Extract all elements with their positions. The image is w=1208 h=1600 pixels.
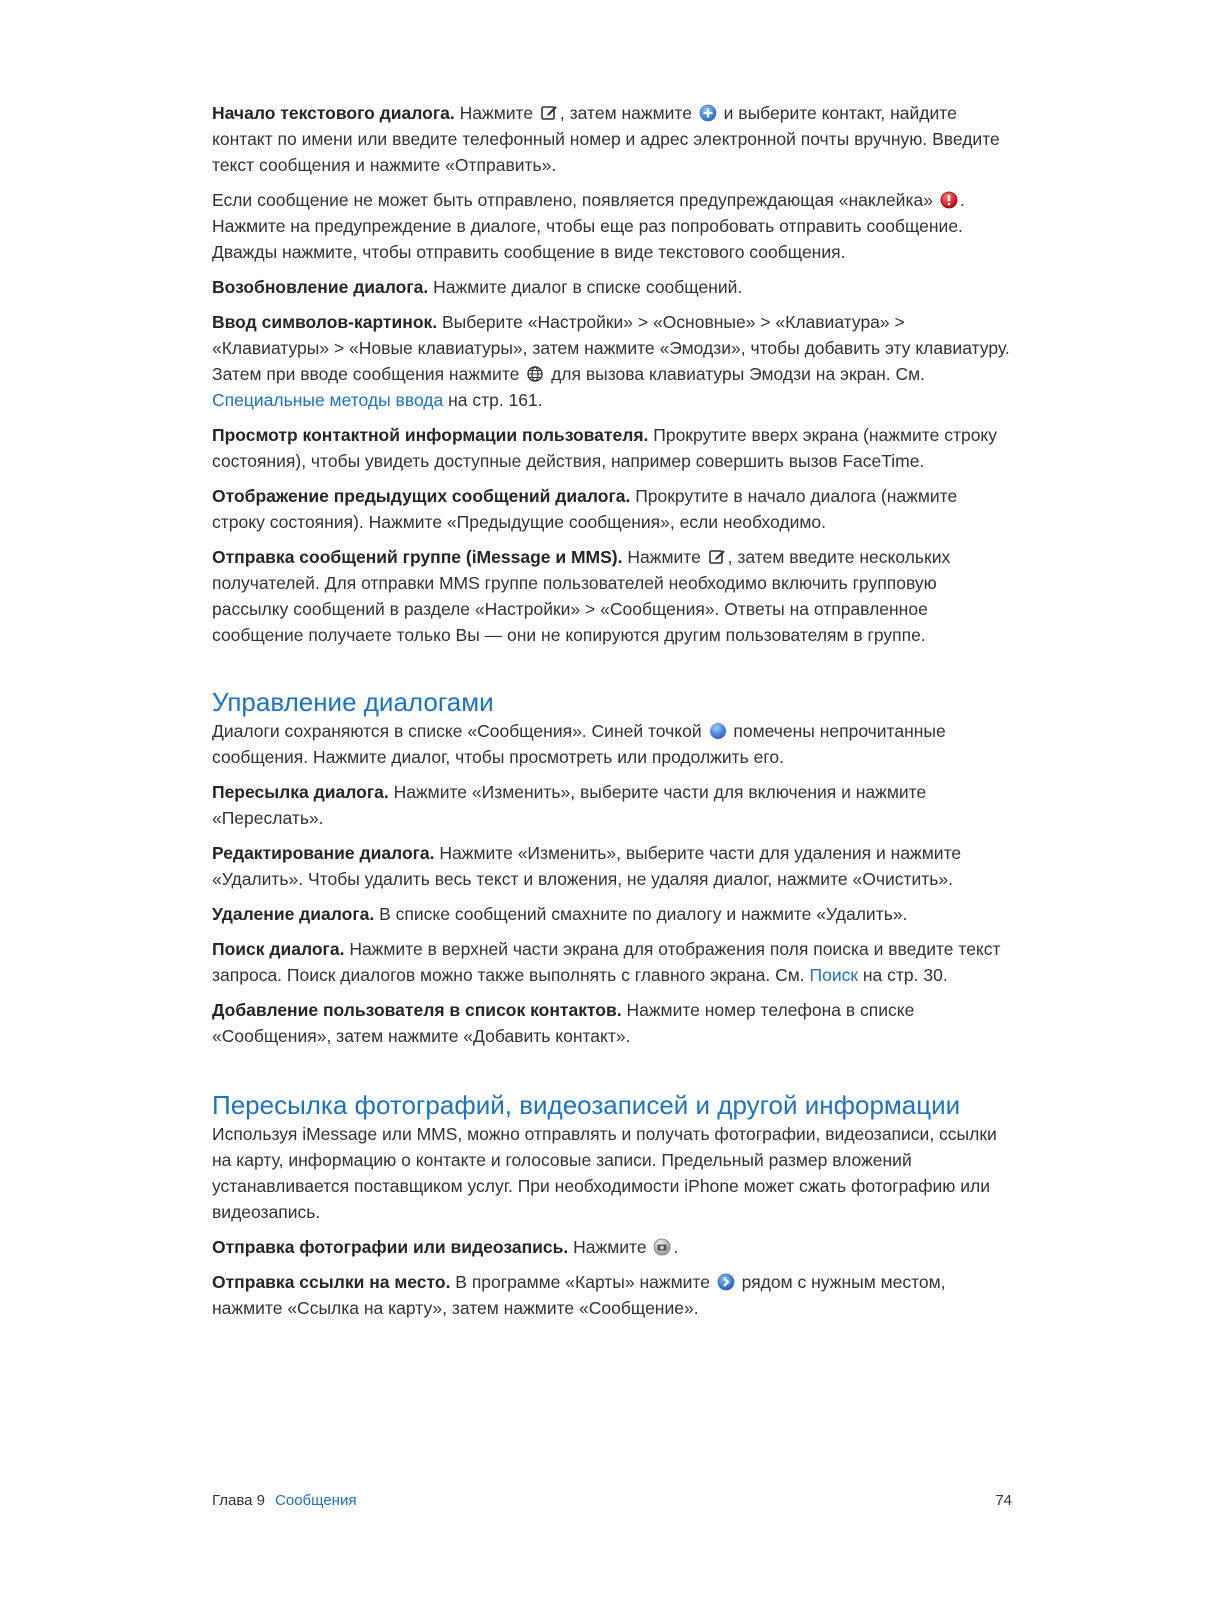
term: Пересылка диалога. — [212, 782, 389, 802]
text: Нажмите диалог в списке сообщений. — [428, 277, 743, 297]
term: Редактирование диалога. — [212, 843, 435, 863]
link-special-input-methods[interactable]: Специальные методы ввода — [212, 390, 444, 410]
text: Нажмите — [622, 547, 706, 567]
disclosure-arrow-icon — [717, 1273, 735, 1291]
page-number: 74 — [995, 1492, 1012, 1509]
paragraph-send-photo — [212, 1234, 1012, 1260]
unread-dot-icon — [709, 722, 727, 740]
term: Просмотр контактной информации пользователя. — [212, 425, 649, 445]
text: Нажмите «Изменить», выберите части для удаления и нажмите «Удалить». Чтобы удалить весь текст и вложения, не удаляя диалог, нажмите «Очистить». — [212, 843, 962, 889]
text: на стр. 30. — [858, 965, 948, 985]
chapter-label: Глава 9 — [212, 1492, 266, 1509]
paragraph-forward-dialog — [212, 779, 1012, 831]
section-title-manage-dialogs: Управление диалогами — [212, 687, 494, 717]
text: Нажмите — [454, 103, 538, 123]
text: . — [673, 1237, 679, 1257]
paragraph-view-contact-info — [212, 422, 1012, 474]
paragraph-resume-dialog — [212, 274, 1012, 300]
text: Диалоги сохраняются в списке «Сообщения». Синей точкой — [212, 721, 707, 741]
term: Отправка ссылки на место. — [212, 1272, 451, 1292]
text: Нажмите в верхней части экрана для отображения поля поиска и введите текст запроса. Поиск диалогов можно также выполнять с главного экрана. См. — [212, 939, 1001, 985]
page-footer — [212, 1492, 1012, 1510]
paragraph-send-failure — [212, 187, 1012, 265]
term: Ввод символов-картинок. — [212, 312, 438, 332]
text: , затем введите нескольких получателей. Для отправки MMS группе пользователей необходимо включить групповую рассылку сообщений в разделе «Настройки» > «Сообщения». Ответы на отправленное сообщение получаете только Вы — они не копируются другим пользователям в группе. — [212, 547, 951, 645]
chapter-title-link[interactable]: Сообщения — [275, 1492, 357, 1509]
content — [212, 100, 1012, 1330]
text: помечены непрочитанные сообщения. Нажмите диалог, чтобы просмотреть или продолжить его. — [212, 721, 946, 767]
text: Прокрутите вверх экрана (нажмите строку состояния), чтобы увидеть доступные действия, например совершить вызов FaceTime. — [212, 425, 998, 471]
term: Удаление диалога. — [212, 904, 375, 924]
term: Начало текстового диалога. — [212, 103, 455, 123]
paragraph-manage-intro — [212, 718, 1012, 770]
term: Поиск диалога. — [212, 939, 345, 959]
compose-icon — [708, 548, 726, 566]
compose-icon — [540, 104, 558, 122]
paragraph-delete-dialog — [212, 901, 1012, 927]
term: Возобновление диалога. — [212, 277, 429, 297]
link-search[interactable]: Поиск — [809, 965, 859, 985]
paragraph-add-contact — [212, 997, 1012, 1049]
text: для вызова клавиатуры Эмодзи на экран. См. — [546, 364, 926, 384]
paragraph-previous-messages — [212, 483, 1012, 535]
paragraph-send-media-intro: Используя iMessage или MMS, можно отправлять и получать фотографии, видеозаписи, ссылки на карту, информацию о контакте и голосовые записи. Предельный размер вложений устанавливается поставщиком услуг. При необходимости iPhone может сжать фотографию или видеозапись. — [212, 1124, 997, 1222]
text: В списке сообщений смахните по диалогу и нажмите «Удалить». — [374, 904, 908, 924]
text: на стр. 161. — [443, 390, 543, 410]
term: Отправка фотографии или видеозапись. — [212, 1237, 569, 1257]
text: Нажмите — [568, 1237, 652, 1257]
term: Отправка сообщений группе (iMessage и MMS). — [212, 547, 623, 567]
text: . Нажмите на предупреждение в диалоге, чтобы еще раз попробовать отправить сообщение. Дважды нажмите, чтобы отправить сообщение в виде текстового сообщения. — [212, 190, 965, 262]
section-title-send-media: Пересылка фотографий, видеозаписей и другой информации — [212, 1090, 961, 1120]
add-contact-icon — [699, 104, 717, 122]
camera-icon — [653, 1238, 671, 1256]
text: и выберите контакт, найдите контакт по имени или введите телефонный номер и адрес электронной почты вручную. Введите текст сообщения и нажмите «Отправить». — [212, 103, 1000, 175]
text: Нажмите номер телефона в списке «Сообщения», затем нажмите «Добавить контакт». — [212, 1000, 915, 1046]
text: рядом с нужным местом, нажмите «Ссылка на карту», затем нажмите «Сообщение». — [212, 1272, 946, 1318]
paragraph-start-text-dialog — [212, 100, 1012, 178]
text: Выберите «Настройки» > «Основные» > «Клавиатура» > «Клавиатуры» > «Новые клавиатуры», затем нажмите «Эмодзи», чтобы добавить эту клавиатуру. Затем при вводе сообщения нажмите — [212, 312, 1010, 384]
globe-icon — [526, 365, 544, 383]
text: Прокрутите в начало диалога (нажмите строку состояния). Нажмите «Предыдущие сообщения», если необходимо. — [212, 486, 958, 532]
paragraph-search-dialog — [212, 936, 1012, 988]
paragraph-emoji-input — [212, 309, 1012, 413]
text: Если сообщение не может быть отправлено, появляется предупреждающая «наклейка» — [212, 190, 938, 210]
text: В программе «Карты» нажмите — [450, 1272, 715, 1292]
alert-badge-icon — [940, 191, 958, 209]
paragraph-edit-dialog — [212, 840, 1012, 892]
paragraph-group-messages — [212, 544, 1012, 648]
term: Добавление пользователя в список контактов. — [212, 1000, 622, 1020]
text: , затем нажмите — [559, 103, 697, 123]
paragraph-send-location — [212, 1269, 1012, 1321]
text: Нажмите «Изменить», выберите части для включения и нажмите «Переслать». — [212, 782, 927, 828]
term: Отображение предыдущих сообщений диалога. — [212, 486, 631, 506]
